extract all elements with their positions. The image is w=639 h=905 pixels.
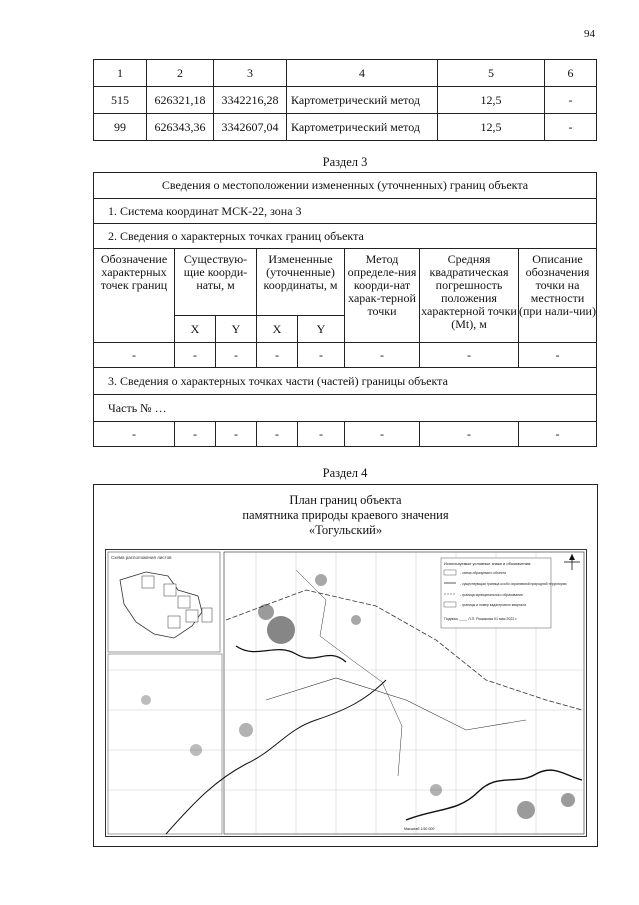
map-legend-item: - схема образуемого объекта (460, 571, 506, 575)
table-row (94, 224, 597, 249)
map-scale: Масштаб 1:50 000 (404, 827, 435, 831)
table-row (94, 173, 597, 199)
list-item: Часть № … (94, 395, 597, 422)
table-cell: - (298, 422, 345, 447)
table-row (94, 343, 597, 368)
table-cell: - (257, 343, 298, 368)
plan-title (94, 493, 597, 538)
table-row (94, 368, 597, 395)
table-cell: Картометрический метод (287, 87, 438, 114)
column-header: Y (216, 316, 257, 343)
plan-title-line: памятника природы краевого значения (242, 508, 449, 522)
column-header: X (175, 316, 216, 343)
plan-title-line: План границ объекта (289, 493, 402, 507)
table-cell: 3 (214, 60, 287, 87)
table-cell: - (519, 343, 597, 368)
table-cell: 515 (94, 87, 147, 114)
map-drawing (106, 550, 586, 836)
table-row (94, 199, 597, 224)
table-cell: 99 (94, 114, 147, 141)
table-cell: 12,5 (438, 114, 545, 141)
map-legend-item: - существующая граница особо охраняемой природной территории (460, 582, 567, 586)
table-cell: 1 (94, 60, 147, 87)
column-header: Y (298, 316, 345, 343)
column-header: X (257, 316, 298, 343)
boundary-points-table (93, 172, 597, 447)
map-legend-item: - граница муниципального образования (460, 593, 523, 597)
table-header-row (94, 60, 597, 87)
column-header: Средняя квадратическая погрешность положения характерной точки (Mt), м (420, 249, 519, 343)
boundary-map (105, 549, 587, 837)
list-item: 3. Сведения о характерных точках части (частей) границы объекта (94, 368, 597, 395)
table-cell: 3342607,04 (214, 114, 287, 141)
map-legend-item: - границы и номер кадастрового квартала (460, 603, 526, 607)
table-cell: Картометрический метод (287, 114, 438, 141)
section-3-title: Раздел 3 (322, 155, 368, 169)
list-item: 1. Система координат МСК-22, зона 3 (94, 199, 597, 224)
table-cell: 626321,18 (147, 87, 214, 114)
table-cell: 6 (545, 60, 597, 87)
column-header: Существую-щие коорди-наты, м (175, 249, 257, 316)
coordinates-table (93, 59, 597, 141)
table-row (94, 114, 597, 141)
column-header: Обозначение характерных точек границ (94, 249, 175, 343)
table-row (94, 87, 597, 114)
table-cell: - (420, 422, 519, 447)
column-header: Измененные (уточненные) координаты, м (257, 249, 345, 316)
table-cell: - (216, 422, 257, 447)
table-cell: 3342216,28 (214, 87, 287, 114)
table-cell: - (94, 422, 175, 447)
table-cell: - (175, 343, 216, 368)
table-cell: - (345, 422, 420, 447)
table-cell: - (420, 343, 519, 368)
table-row (94, 422, 597, 447)
page-number: 94 (584, 28, 595, 40)
map-inset-title: Схема расположения листов (111, 555, 172, 560)
boundary-plan-frame (93, 484, 598, 847)
column-header: Описание обозначения точки на местности (при нали-чии) (519, 249, 597, 343)
section-heading: Сведения о местоположении измененных (уточненных) границ объекта (94, 173, 597, 199)
plan-title-line: «Тогульский» (308, 523, 383, 537)
table-cell: - (298, 343, 345, 368)
table-cell: 12,5 (438, 87, 545, 114)
section-4-title: Раздел 4 (322, 466, 368, 480)
table-cell: - (216, 343, 257, 368)
table-cell: - (175, 422, 216, 447)
table-cell: - (345, 343, 420, 368)
list-item: 2. Сведения о характерных точках границ объекта (94, 224, 597, 249)
table-cell: 626343,36 (147, 114, 214, 141)
table-cell: - (257, 422, 298, 447)
table-cell: 4 (287, 60, 438, 87)
table-cell: - (545, 114, 597, 141)
map-signature: Подпись ____ Л.П. Рыжакова 01 мая 2022 г. (444, 617, 518, 621)
table-cell: 2 (147, 60, 214, 87)
column-header: Метод определе-ния коорди-нат харак-терной точки (345, 249, 420, 343)
table-row (94, 395, 597, 422)
table-cell: - (519, 422, 597, 447)
table-header-row (94, 249, 597, 316)
map-legend-title: Используемые условные знаки и обозначения: (444, 561, 532, 566)
table-cell: - (545, 87, 597, 114)
table-cell: 5 (438, 60, 545, 87)
table-cell: - (94, 343, 175, 368)
